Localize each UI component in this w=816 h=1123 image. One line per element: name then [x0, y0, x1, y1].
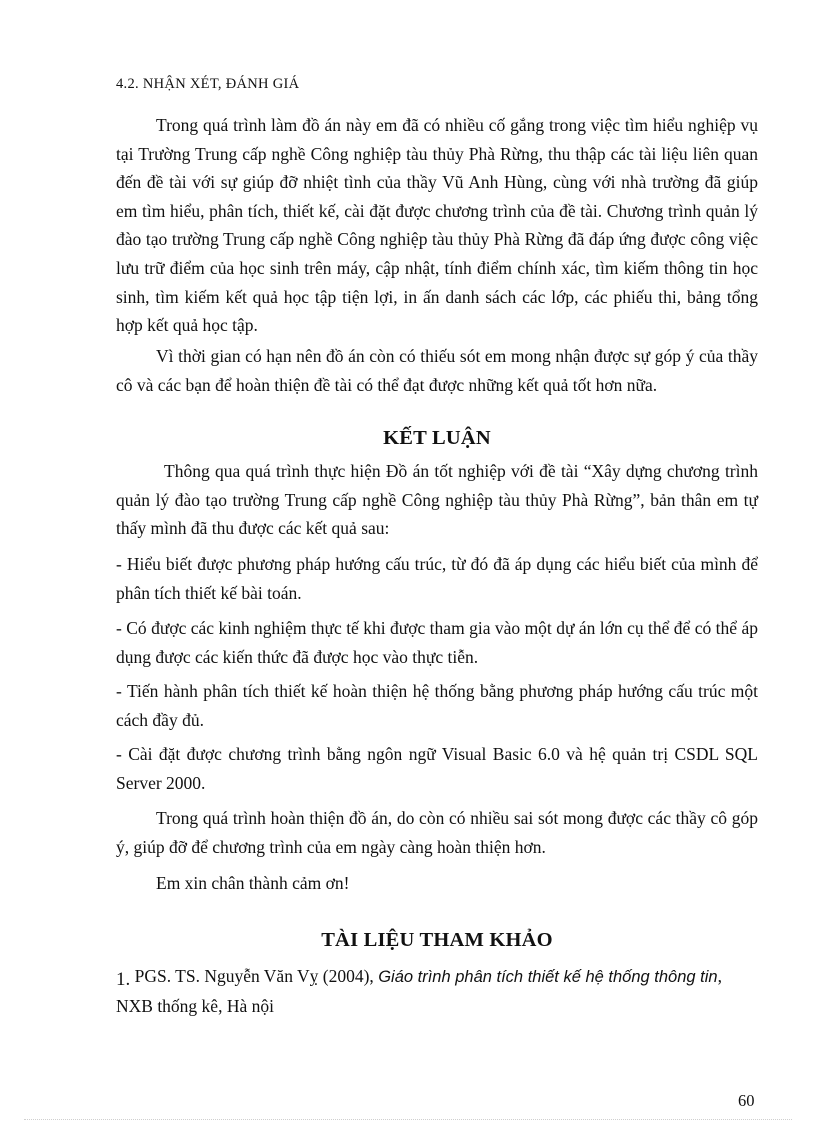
conclusion-heading: KẾT LUẬN: [383, 427, 491, 449]
reference-title: Giáo trình phân tích thiết kế hệ thống thông tin: [378, 968, 718, 986]
references-heading: TÀI LIỆU THAM KHẢO: [321, 929, 553, 951]
paragraph-limitations: Vì thời gian có hạn nên đồ án còn có thiếu sót em mong nhận được sự góp ý của thầy cô và các bạn để hoàn thiện đề tài có thể đạt được những kết quả tốt hơn nữa.: [116, 346, 758, 395]
conclusion-bullet-3: - Tiến hành phân tích thiết kế hoàn thiện hệ thống bằng phương pháp hướng cấu trúc một cách đầy đủ.: [116, 681, 758, 730]
section-heading: 4.2. NHẬN XÉT, ĐÁNH GIÁ: [116, 76, 300, 92]
conclusion-closing: Trong quá trình hoàn thiện đồ án, do còn có nhiều sai sót mong được các thầy cô góp ý, giúp đỡ để chương trình của em ngày càng hoàn thiện hơn.: [116, 808, 758, 857]
reference-item: [116, 962, 758, 1020]
conclusion-bullet-1: - Hiểu biết được phương pháp hướng cấu trúc, từ đó đã áp dụng các hiểu biết của mình để phân tích thiết kế bài toán.: [116, 554, 758, 603]
conclusion-thanks: Em xin chân thành cảm ơn!: [156, 873, 350, 893]
conclusion-bullet-4: - Cài đặt được chương trình bằng ngôn ngữ Visual Basic 6.0 và hệ quản trị CSDL SQL Server 2000.: [116, 744, 758, 793]
conclusion-intro: Thông qua quá trình thực hiện Đồ án tốt nghiệp với đề tài “Xây dựng chương trình quản lý đào tạo trường Trung cấp nghề Công nghiệp tàu thủy Phà Rừng”, bản thân em tự thấy mình đã thu được các kết quả sau:: [116, 461, 758, 539]
reference-number: 1.: [116, 969, 131, 990]
footer-divider: [24, 1119, 792, 1120]
reference-publisher: , NXB thống kê, Hà nội: [116, 966, 722, 1016]
conclusion-bullet-2: - Có được các kinh nghiệm thực tế khi được tham gia vào một dự án lớn cụ thể để có thể áp dụng được các kiến thức đã được học vào thực tiễn.: [116, 618, 758, 667]
reference-authors: PGS. TS. Nguyễn Văn Vỵ (2004),: [134, 966, 374, 986]
paragraph-evaluation: Trong quá trình làm đồ án này em đã có nhiều cố gắng trong việc tìm hiểu nghiệp vụ tại Trường Trung cấp nghề Công nghiệp tàu thủy Phà Rừng, thu thập các tài liệu liên quan đến đề tài với sự giúp đỡ nhiệt tình của thầy Vũ Anh Hùng, cùng với nhà trường đã giúp em tìm hiểu, phân tích, thiết kế, cài đặt được chương trình của đề tài. Chương trình quản lý đào tạo trường Trung cấp nghề Công nghiệp tàu thủy Phà Rừng đã đáp ứng được công việc lưu trữ điểm của học sinh trên máy, cập nhật, tính điểm chính xác, tìm kiếm thông tin học sinh, tìm kiếm kết quả học tập tiện lợi, in ấn danh sách các lớp, các phiếu thi, bảng tổng hợp kết quả học tập.: [116, 115, 758, 336]
page-number: 60: [738, 1091, 755, 1110]
